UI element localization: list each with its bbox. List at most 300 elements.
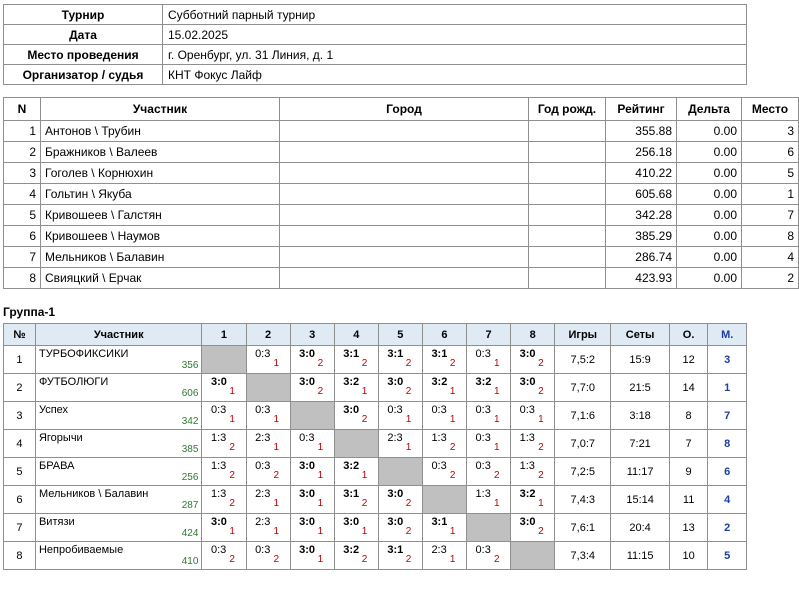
score-round: 2 (449, 358, 456, 369)
team-name-label: Витязи (38, 516, 75, 528)
column-header-delta: Дельта (677, 98, 742, 121)
score-value (431, 431, 457, 453)
score-round: 2 (361, 554, 368, 565)
score-round: 2 (317, 386, 324, 397)
score-value (343, 459, 369, 481)
column-header-3: 3 (290, 324, 334, 346)
info-value: г. Оренбург, ул. 31 Линия, д. 1 (163, 45, 747, 65)
cell-match-score (334, 402, 378, 430)
score-sets: 3:0 (299, 460, 316, 472)
score-round: 1 (405, 414, 412, 425)
table-row (4, 142, 799, 163)
cell-match-score (290, 430, 334, 458)
score-round: 2 (273, 470, 280, 481)
score-round: 2 (405, 526, 412, 537)
score-value (255, 459, 281, 481)
score-round: 1 (317, 554, 324, 565)
score-round: 1 (493, 386, 500, 397)
score-sets: 1:3 (210, 488, 227, 500)
column-header-year: Год рожд. (529, 98, 606, 121)
cell-place: 3 (742, 121, 799, 142)
score-sets: 3:2 (519, 488, 536, 500)
cell-match-score (246, 514, 290, 542)
cell-match-score (246, 374, 290, 402)
score-sets: 1:3 (519, 460, 535, 472)
cell-year (529, 226, 606, 247)
score-value (211, 543, 237, 565)
team-rating-label: 256 (181, 472, 199, 483)
score-sets: 0:3 (299, 432, 315, 444)
score-round: 2 (405, 554, 412, 565)
cell-rating: 355.88 (606, 121, 677, 142)
cell-match-score (511, 346, 555, 374)
cell-delta: 0.00 (677, 247, 742, 268)
cell-delta: 0.00 (677, 142, 742, 163)
score-round: 2 (273, 554, 280, 565)
score-sets: 3:0 (343, 516, 360, 528)
team-name-label: Успех (38, 404, 69, 416)
column-header-place: М. (708, 324, 747, 346)
cell-year (529, 142, 606, 163)
cell-year (529, 247, 606, 268)
score-sets: 1:3 (210, 432, 227, 444)
cell-match-score (378, 374, 422, 402)
score-round: 2 (229, 554, 235, 565)
cell-num: 4 (4, 430, 36, 458)
score-sets: 3:0 (299, 516, 316, 528)
cell-team-name (35, 346, 201, 374)
score-value (476, 403, 502, 425)
cell-match-score (466, 486, 510, 514)
cell-delta: 0.00 (677, 205, 742, 226)
cell-points: 8 (669, 402, 708, 430)
cell-match-score (202, 402, 246, 430)
cell-rating: 342.28 (606, 205, 677, 226)
score-sets: 2:3 (431, 544, 447, 556)
score-round: 2 (449, 470, 456, 481)
cell-delta: 0.00 (677, 163, 742, 184)
score-sets: 3:1 (387, 348, 404, 360)
cell-rating: 286.74 (606, 247, 677, 268)
score-sets: 3:0 (343, 404, 360, 416)
cell-n: 3 (4, 163, 41, 184)
score-sets: 3:2 (343, 376, 360, 388)
cell-year (529, 268, 606, 289)
score-round: 2 (361, 358, 368, 369)
score-sets: 3:2 (431, 376, 448, 388)
cell-team-name (35, 458, 201, 486)
cell-match-score (378, 486, 422, 514)
cell-name: Гольтин \ Якуба (41, 184, 280, 205)
cell-city (280, 142, 529, 163)
cell-n: 6 (4, 226, 41, 247)
cell-points: 12 (669, 346, 708, 374)
score-value (343, 347, 369, 369)
cell-games: 7,6:1 (555, 514, 611, 542)
score-round: 2 (317, 358, 324, 369)
cell-city (280, 226, 529, 247)
table-row (4, 486, 747, 514)
cell-match-score (334, 458, 378, 486)
score-round: 1 (229, 526, 235, 537)
cell-match-score (466, 514, 510, 542)
score-round: 1 (273, 526, 280, 537)
cell-year (529, 184, 606, 205)
column-header-num: № (4, 324, 36, 346)
column-header-city: Город (280, 98, 529, 121)
table-row (4, 226, 799, 247)
score-round: 1 (229, 386, 235, 397)
column-header-games: Игры (555, 324, 611, 346)
team-name-label: ТУРБОФИКСИКИ (38, 348, 129, 360)
cell-place: 2 (708, 514, 747, 542)
score-value (520, 403, 546, 425)
team-rating-label: 342 (181, 416, 199, 427)
cell-rating: 410.22 (606, 163, 677, 184)
column-header-points: О. (669, 324, 708, 346)
cell-match-score (246, 402, 290, 430)
cell-points: 10 (669, 542, 708, 570)
column-header-name: Участник (41, 98, 280, 121)
cell-sets: 21:5 (611, 374, 669, 402)
score-value (520, 515, 546, 537)
score-sets: 2:3 (255, 432, 271, 444)
table-row (4, 163, 799, 184)
participants-table (3, 97, 799, 289)
column-header-7: 7 (466, 324, 510, 346)
score-sets: 0:3 (255, 404, 271, 416)
cell-points: 13 (669, 514, 708, 542)
cell-match-score (378, 458, 422, 486)
score-value (255, 347, 281, 369)
score-round: 2 (493, 554, 500, 565)
cell-num: 8 (4, 542, 36, 570)
table-row (4, 542, 747, 570)
cell-match-score (202, 486, 246, 514)
cell-city (280, 205, 529, 226)
score-round: 1 (493, 498, 500, 509)
cell-games: 7,5:2 (555, 346, 611, 374)
cell-match-score (202, 346, 246, 374)
score-round: 1 (361, 386, 368, 397)
score-round: 2 (538, 442, 544, 453)
score-value (343, 375, 369, 397)
score-round: 1 (273, 358, 280, 369)
cell-place: 6 (742, 142, 799, 163)
column-header-8: 8 (511, 324, 555, 346)
cell-city (280, 163, 529, 184)
team-name-label: ФУТБОЛЮГИ (38, 376, 109, 388)
score-sets: 0:3 (387, 404, 403, 416)
cell-place: 7 (742, 205, 799, 226)
score-value (299, 543, 325, 565)
score-sets: 3:0 (299, 376, 316, 388)
score-sets: 3:0 (299, 348, 316, 360)
score-sets: 3:0 (299, 544, 316, 556)
score-round: 2 (493, 470, 500, 481)
score-value (255, 403, 281, 425)
cell-sets: 20:4 (611, 514, 669, 542)
score-value (431, 375, 457, 397)
cell-match-score (290, 514, 334, 542)
score-value (431, 543, 457, 565)
cell-rating: 423.93 (606, 268, 677, 289)
cell-match-score (290, 374, 334, 402)
group-title: Группа-1 (3, 305, 56, 319)
cell-n: 1 (4, 121, 41, 142)
tournament-info-table (3, 4, 747, 85)
team-rating-label: 287 (181, 500, 199, 511)
score-sets: 1:3 (431, 432, 447, 444)
score-value (387, 431, 413, 453)
score-value (299, 515, 325, 537)
score-sets: 3:0 (519, 376, 536, 388)
cell-sets: 11:15 (611, 542, 669, 570)
cell-match-score (334, 374, 378, 402)
score-sets: 1:3 (475, 488, 491, 500)
score-round: 1 (273, 442, 280, 453)
info-value: 15.02.2025 (163, 25, 747, 45)
cell-match-score (466, 458, 510, 486)
cell-match-score (290, 402, 334, 430)
cell-match-score (290, 486, 334, 514)
table-row (4, 430, 747, 458)
score-sets: 0:3 (475, 348, 491, 360)
score-round: 1 (449, 414, 456, 425)
cell-match-score (466, 402, 510, 430)
cell-year (529, 163, 606, 184)
cell-match-score (378, 402, 422, 430)
cell-games: 7,4:3 (555, 486, 611, 514)
cell-match-score (334, 486, 378, 514)
cell-sets: 15:9 (611, 346, 669, 374)
cell-delta: 0.00 (677, 268, 742, 289)
score-value (343, 403, 369, 425)
column-header-place: Место (742, 98, 799, 121)
cell-match-score (511, 542, 555, 570)
cell-rating: 605.68 (606, 184, 677, 205)
score-sets: 3:2 (343, 460, 360, 472)
table-row (4, 514, 747, 542)
cell-match-score (466, 346, 510, 374)
cell-match-score (290, 346, 334, 374)
cell-place: 5 (708, 542, 747, 570)
cell-points: 11 (669, 486, 708, 514)
table-row (4, 45, 747, 65)
cell-n: 7 (4, 247, 41, 268)
cell-match-score (246, 346, 290, 374)
score-value (476, 543, 502, 565)
score-sets: 3:0 (387, 516, 404, 528)
cell-match-score (334, 346, 378, 374)
cell-games: 7,7:0 (555, 374, 611, 402)
cell-place: 7 (708, 402, 747, 430)
score-sets: 3:0 (387, 376, 404, 388)
cell-match-score (246, 486, 290, 514)
score-sets: 3:0 (299, 488, 316, 500)
score-round: 2 (405, 498, 412, 509)
score-value (520, 375, 546, 397)
score-sets: 3:1 (431, 348, 448, 360)
team-name-label: Мельников \ Балавин (38, 488, 149, 500)
cell-name: Мельников \ Балавин (41, 247, 280, 268)
cell-games: 7,3:4 (555, 542, 611, 570)
column-header-name: Участник (35, 324, 201, 346)
table-row (4, 5, 747, 25)
tournament-report-page (0, 4, 794, 598)
score-value (431, 347, 457, 369)
table-row (4, 346, 747, 374)
cell-match-score (422, 486, 466, 514)
score-round: 2 (229, 442, 235, 453)
score-sets: 1:3 (210, 460, 227, 472)
cell-n: 8 (4, 268, 41, 289)
score-value (387, 403, 413, 425)
cell-delta: 0.00 (677, 226, 742, 247)
cell-match-score (202, 430, 246, 458)
column-header-5: 5 (378, 324, 422, 346)
score-sets: 3:0 (210, 376, 227, 388)
score-value (343, 543, 369, 565)
score-value (299, 347, 325, 369)
score-sets: 3:0 (210, 516, 227, 528)
column-header-2: 2 (246, 324, 290, 346)
cell-match-score (511, 486, 555, 514)
cell-match-score (466, 542, 510, 570)
score-sets: 2:3 (255, 488, 271, 500)
score-value (211, 403, 237, 425)
column-header-6: 6 (422, 324, 466, 346)
table-row (4, 25, 747, 45)
cell-match-score (422, 430, 466, 458)
score-round: 2 (229, 498, 235, 509)
cell-match-score (511, 514, 555, 542)
score-round: 2 (538, 386, 544, 397)
score-sets: 1:3 (519, 432, 535, 444)
score-value (520, 431, 546, 453)
cell-place: 3 (708, 346, 747, 374)
score-value (299, 431, 325, 453)
column-header-sets: Сеты (611, 324, 669, 346)
info-value: Субботний парный турнир (163, 5, 747, 25)
cell-place: 6 (708, 458, 747, 486)
score-round: 2 (449, 442, 456, 453)
cell-name: Бражников \ Валеев (41, 142, 280, 163)
cell-place: 5 (742, 163, 799, 184)
score-round: 1 (538, 414, 544, 425)
score-round: 1 (493, 414, 500, 425)
score-sets: 2:3 (255, 516, 271, 528)
table-row (4, 247, 799, 268)
cell-rating: 256.18 (606, 142, 677, 163)
score-value (387, 375, 413, 397)
team-name-label: Непробиваемые (38, 544, 124, 556)
score-sets: 0:3 (210, 544, 227, 556)
score-value (255, 543, 281, 565)
cell-name: Антонов \ Трубин (41, 121, 280, 142)
team-name-label: Ягорычи (38, 432, 83, 444)
score-round: 1 (229, 414, 235, 425)
cell-place: 4 (708, 486, 747, 514)
score-round: 1 (493, 358, 500, 369)
cell-sets: 3:18 (611, 402, 669, 430)
table-row (4, 268, 799, 289)
score-round: 1 (317, 470, 324, 481)
cell-n: 5 (4, 205, 41, 226)
score-value (476, 375, 502, 397)
cell-match-score (334, 430, 378, 458)
score-sets: 0:3 (475, 460, 491, 472)
cell-match-score (290, 542, 334, 570)
score-sets: 3:2 (475, 376, 492, 388)
score-round: 1 (273, 498, 280, 509)
cell-match-score (422, 346, 466, 374)
score-value (520, 487, 546, 509)
cell-place: 1 (742, 184, 799, 205)
score-round: 1 (317, 498, 324, 509)
score-round: 1 (538, 498, 544, 509)
score-value (476, 431, 502, 453)
score-value (476, 347, 502, 369)
cell-match-score (334, 542, 378, 570)
score-sets: 0:3 (475, 544, 491, 556)
score-round: 2 (538, 526, 544, 537)
score-round: 1 (493, 442, 500, 453)
score-sets: 3:1 (431, 516, 448, 528)
score-value (520, 347, 546, 369)
table-row (4, 205, 799, 226)
cell-num: 6 (4, 486, 36, 514)
column-header-1: 1 (202, 324, 246, 346)
cell-sets: 7:21 (611, 430, 669, 458)
score-round: 1 (405, 442, 412, 453)
score-sets: 3:1 (343, 348, 360, 360)
cell-games: 7,0:7 (555, 430, 611, 458)
info-value: КНТ Фокус Лайф (163, 65, 747, 85)
score-value (211, 487, 237, 509)
cell-match-score (246, 542, 290, 570)
table-row (4, 184, 799, 205)
score-value (211, 431, 237, 453)
cell-points: 14 (669, 374, 708, 402)
cell-num: 5 (4, 458, 36, 486)
score-sets: 0:3 (255, 348, 271, 360)
cell-city (280, 247, 529, 268)
score-value (255, 487, 281, 509)
cell-match-score (422, 514, 466, 542)
group-standings-table (3, 323, 747, 570)
cell-match-score (466, 374, 510, 402)
score-sets: 3:1 (387, 544, 404, 556)
cell-team-name (35, 374, 201, 402)
cell-match-score (422, 374, 466, 402)
cell-match-score (378, 346, 422, 374)
cell-match-score (378, 542, 422, 570)
score-round: 2 (405, 358, 412, 369)
cell-match-score (202, 514, 246, 542)
cell-team-name (35, 514, 201, 542)
column-header-4: 4 (334, 324, 378, 346)
score-round: 1 (317, 526, 324, 537)
cell-num: 2 (4, 374, 36, 402)
cell-match-score (202, 374, 246, 402)
table-row (4, 458, 747, 486)
score-sets: 0:3 (431, 404, 447, 416)
score-round: 2 (538, 358, 544, 369)
cell-rating: 385.29 (606, 226, 677, 247)
info-key: Дата (4, 25, 163, 45)
score-value (211, 375, 237, 397)
